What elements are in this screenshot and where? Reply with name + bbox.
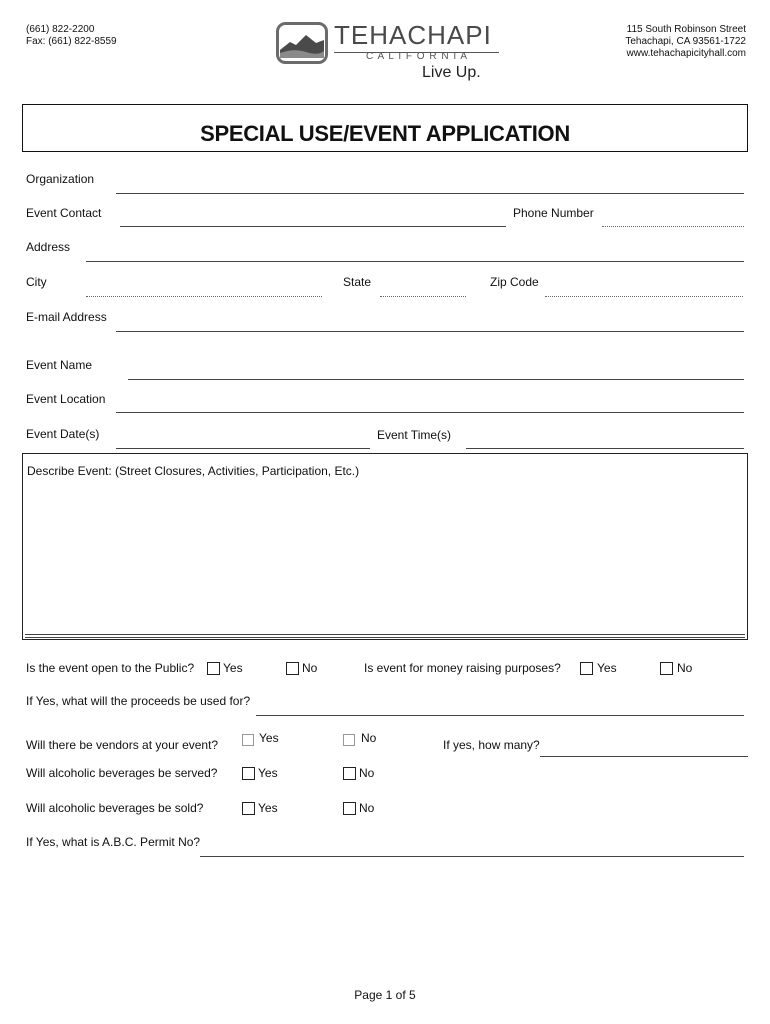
- describe-event-box[interactable]: [22, 453, 748, 640]
- zip-code-label: Zip Code: [490, 275, 539, 289]
- describe-divider-1: [25, 634, 745, 635]
- vendors-question: Will there be vendors at your event?: [26, 738, 219, 752]
- header-address: [625, 24, 746, 60]
- address-label: Address: [26, 240, 71, 254]
- event-name-label: Event Name: [26, 358, 93, 372]
- event-dates-label: Event Date(s): [26, 427, 100, 441]
- event-location-label: Event Location: [26, 392, 106, 406]
- event-contact-label: Event Contact: [26, 206, 102, 220]
- money-raising-question: Is event for money raising purposes?: [364, 661, 561, 675]
- how-many-label: If yes, how many?: [443, 738, 540, 752]
- how-many-field[interactable]: [540, 756, 748, 757]
- vendors-no-label: No: [361, 731, 377, 745]
- vendors-yes-label: Yes: [259, 731, 279, 745]
- open-public-question: Is the event open to the Public?: [26, 661, 195, 675]
- alcohol-sold-yes-label: Yes: [258, 801, 278, 815]
- event-location-field[interactable]: [116, 412, 744, 413]
- city-label: City: [26, 275, 47, 289]
- alcohol-sold-question: Will alcoholic beverages be sold?: [26, 801, 204, 815]
- logo-tagline: Live Up.: [422, 64, 481, 81]
- proceeds-field[interactable]: [256, 715, 744, 716]
- event-contact-field[interactable]: [120, 226, 506, 227]
- open-public-yes-checkbox[interactable]: [207, 662, 220, 675]
- zip-code-field[interactable]: [545, 296, 743, 297]
- header-address-line1: 115 South Robinson Street: [626, 24, 746, 35]
- open-public-no-label: No: [302, 661, 318, 675]
- header-phone: (661) 822-2200: [26, 24, 95, 35]
- page-title: SPECIAL USE/EVENT APPLICATION: [200, 121, 570, 146]
- phone-number-field[interactable]: [602, 226, 744, 227]
- money-raising-yes-label: Yes: [597, 661, 617, 675]
- abc-permit-field[interactable]: [200, 856, 744, 857]
- open-public-no-checkbox[interactable]: [286, 662, 299, 675]
- alcohol-served-question: Will alcoholic beverages be served?: [26, 766, 218, 780]
- money-raising-no-label: No: [677, 661, 693, 675]
- money-raising-no-checkbox[interactable]: [660, 662, 673, 675]
- event-times-field[interactable]: [466, 448, 744, 449]
- money-raising-yes-checkbox[interactable]: [580, 662, 593, 675]
- city-logo: [276, 20, 506, 88]
- alcohol-sold-yes-checkbox[interactable]: [242, 802, 255, 815]
- city-field[interactable]: [86, 296, 322, 297]
- address-field[interactable]: [86, 261, 744, 262]
- header-website: www.tehachapicityhall.com: [626, 48, 746, 59]
- alcohol-served-no-checkbox[interactable]: [343, 767, 356, 780]
- phone-number-label: Phone Number: [513, 206, 594, 220]
- header-contact: [26, 24, 117, 48]
- alcohol-served-no-label: No: [359, 766, 375, 780]
- organization-label: Organization: [26, 172, 95, 186]
- event-name-field[interactable]: [128, 379, 744, 380]
- page-number: Page 1 of 5: [354, 988, 416, 1002]
- vendors-yes-checkbox[interactable]: [242, 734, 254, 746]
- event-dates-field[interactable]: [116, 448, 370, 449]
- logo-subtitle: C A L I F O R N I A: [366, 51, 468, 62]
- abc-permit-question: If Yes, what is A.B.C. Permit No?: [26, 835, 201, 849]
- proceeds-question: If Yes, what will the proceeds be used for?: [26, 694, 251, 708]
- alcohol-served-yes-checkbox[interactable]: [242, 767, 255, 780]
- describe-divider-2: [25, 637, 745, 638]
- title-box: [22, 104, 748, 152]
- state-field[interactable]: [380, 296, 466, 297]
- open-public-yes-label: Yes: [223, 661, 243, 675]
- state-label: State: [343, 275, 372, 289]
- event-times-label: Event Time(s): [377, 428, 452, 442]
- mountain-logo-icon: [276, 22, 328, 64]
- organization-field[interactable]: [116, 193, 744, 194]
- alcohol-sold-no-checkbox[interactable]: [343, 802, 356, 815]
- alcohol-served-yes-label: Yes: [258, 766, 278, 780]
- vendors-no-checkbox[interactable]: [343, 734, 355, 746]
- email-label: E-mail Address: [26, 310, 107, 324]
- email-field[interactable]: [116, 331, 744, 332]
- header-address-line2: Tehachapi, CA 93561-1722: [625, 36, 746, 47]
- header-fax: Fax: (661) 822-8559: [26, 36, 117, 47]
- describe-event-label: Describe Event: (Street Closures, Activities, Participation, Etc.): [27, 464, 360, 478]
- logo-name: TEHACHAPI: [334, 20, 492, 50]
- alcohol-sold-no-label: No: [359, 801, 375, 815]
